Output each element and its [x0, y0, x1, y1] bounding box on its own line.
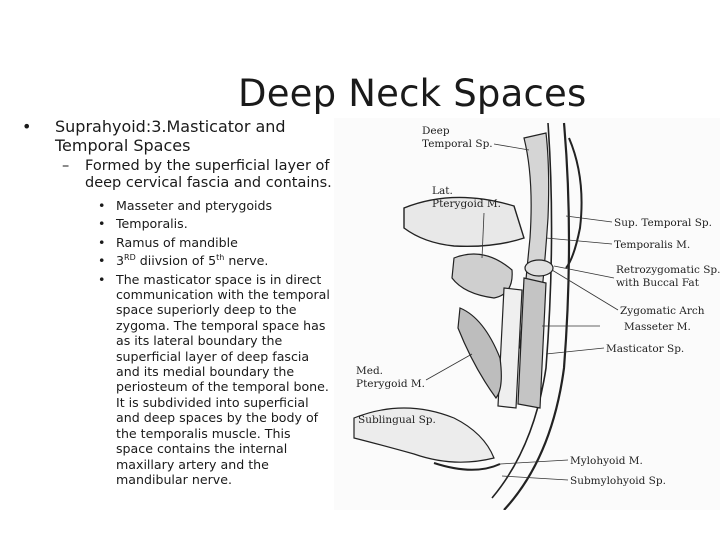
label-masseter: Masseter M. [624, 321, 691, 333]
list-item: • Temporalis. [98, 216, 330, 231]
label-sublingual: Sublingual Sp. [358, 414, 436, 426]
label-deep-temporal-2: Temporal Sp. [422, 138, 493, 150]
nerve-pre: 3 [116, 253, 125, 269]
label-temporalis: Temporalis M. [614, 239, 691, 251]
label-retrozygomatic-2: with Buccal Fat [616, 277, 699, 289]
bullet-dot-icon: • [22, 117, 32, 136]
list-item-description: • The masticator space is in direct communication with the temporal space superiorly deep to the zygoma. The temporal space has as its lateral boundary the superficial layer of deep fascia and its medial boundary the periosteum of the temporal bone. It is subdivided into superficial and deep spaces by the body of the temporalis muscle. This space contains the internal maxillary artery and the mandibular nerve. [98, 272, 330, 488]
label-zygomatic-arch: Zygomatic Arch [620, 305, 705, 317]
bullet-level-1-text: Suprahyoid:3.Masticator and Temporal Spaces [55, 117, 286, 155]
zygomatic-arch-shape [525, 260, 553, 276]
label-submylohyoid: Submylohyoid Sp. [570, 475, 666, 487]
bullet-level-2-text: Formed by the superficial layer of deep cervical fascia and contains. [85, 158, 332, 191]
nerve-sup-th: th [216, 253, 225, 263]
label-deep-temporal-1: Deep [422, 125, 450, 137]
label-lat-pterygoid-1: Lat. [432, 185, 453, 197]
label-masticator: Masticator Sp. [606, 343, 685, 355]
label-med-pterygoid-2: Pterygoid M. [356, 378, 425, 390]
bullet-level-2 [62, 158, 334, 192]
bullet-level-1 [22, 117, 322, 155]
label-mylohyoid: Mylohyoid M. [570, 455, 643, 467]
sub-bullet-list [98, 198, 330, 490]
nerve-sup-rd: RD [124, 253, 136, 263]
nerve-post: nerve. [224, 253, 269, 269]
anatomy-illustration [334, 118, 720, 510]
nerve-mid: diivsion of 5 [135, 253, 217, 269]
slide-title: Deep Neck Spaces [238, 72, 587, 115]
label-med-pterygoid-1: Med. [356, 365, 384, 377]
list-item-nerve [98, 253, 330, 268]
label-lat-pterygoid-2: Pterygoid M. [432, 198, 501, 210]
anatomy-figure [334, 118, 720, 510]
label-retrozygomatic-1: Retrozygomatic Sp. [616, 264, 720, 276]
list-item: • Masseter and pterygoids [98, 198, 330, 213]
label-sup-temporal: Sup. Temporal Sp. [614, 217, 712, 229]
dash-icon: – [62, 158, 70, 174]
list-item: • Ramus of mandible [98, 235, 330, 250]
